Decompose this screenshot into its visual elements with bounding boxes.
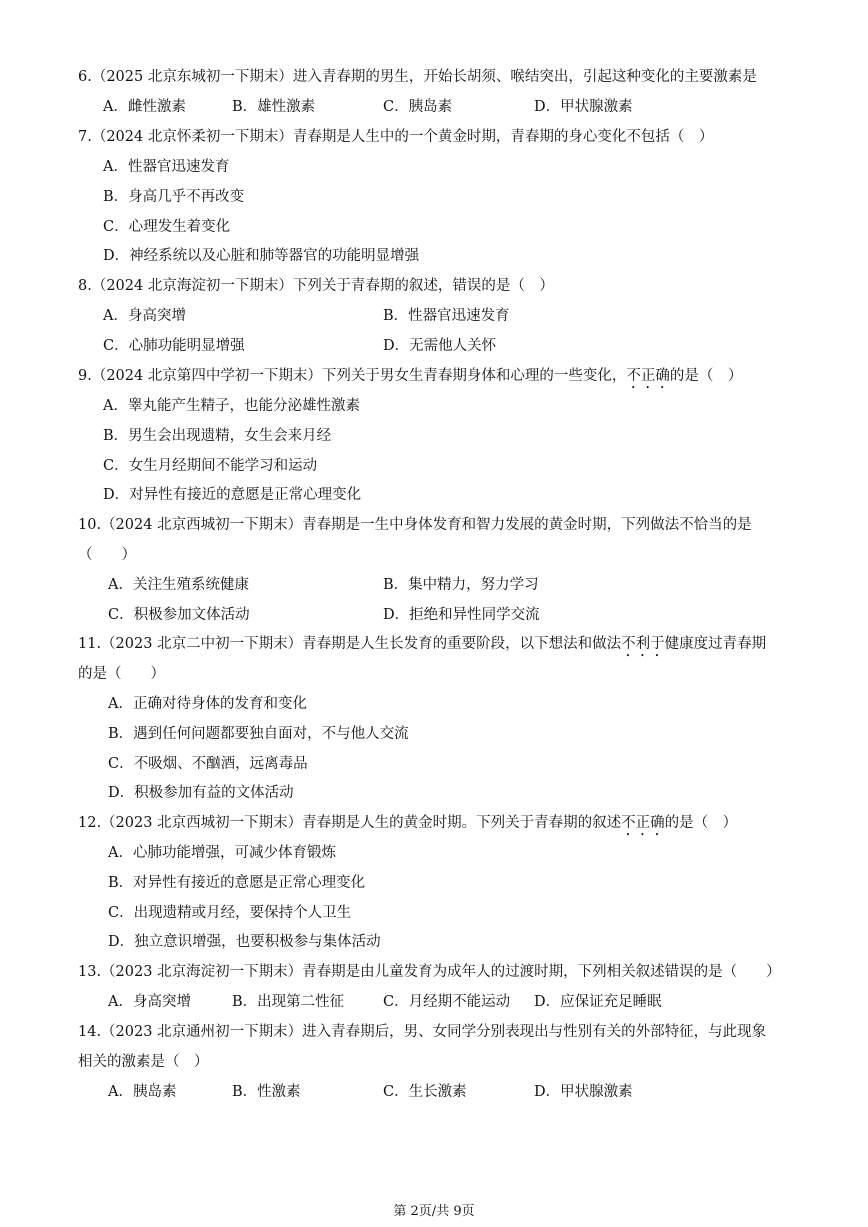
question-12-stem: 12.（2023 北京西城初一下期末）青春期是人生的黄金时期。下列关于青春期的叙述不正确的是（ ） (78, 815, 738, 831)
question-9-option-a: A．睾丸能产生精子，也能分泌雄性激素 (103, 398, 360, 414)
question-14-option-a: A．胰岛素 (108, 1084, 177, 1100)
question-10-option-b: B．集中精力，努力学习 (383, 577, 539, 593)
page-number: 第 2页/共 9页 (393, 1204, 475, 1219)
question-10-option-d: D．拒绝和异性同学交流 (383, 607, 540, 623)
question-12-option-b: B．对异性有接近的意愿是正常心理变化 (108, 875, 366, 891)
question-8-stem: 8.（2024 北京海淀初一下期末）下列关于青春期的叙述，错误的是（ ） (78, 278, 554, 294)
question-6-option-a: A．雌性激素 (103, 99, 186, 115)
emphasis-text: 不正确 (626, 368, 670, 384)
question-11-stem: 11.（2023 北京二中初一下期末）青春期是人生长发育的重要阶段，以下想法和做法不利于健康度过青春期 (78, 636, 767, 652)
question-9-stem: 9.（2024 北京第四中学初一下期末）下列关于男女生青春期身体和心理的一些变化，不正确的是（ ） (78, 368, 743, 384)
question-10-option-a: A．关注生殖系统健康 (108, 577, 249, 593)
question-9-option-b: B．男生会出现遗精，女生会来月经 (103, 428, 332, 444)
question-9-option-c: C．女生月经期间不能学习和运动 (103, 458, 318, 474)
question-12-option-c: C．出现遗精或月经，要保持个人卫生 (108, 905, 352, 921)
question-6-option-c: C．胰岛素 (383, 99, 453, 115)
question-11-option-d: D．积极参加有益的文体活动 (108, 785, 294, 801)
question-7-option-d: D．神经系统以及心脏和肺等器官的功能明显增强 (103, 248, 420, 264)
question-11-option-b: B．遇到任何问题都要独自面对，不与他人交流 (108, 726, 409, 742)
question-8-option-a: A．身高突增 (103, 308, 186, 324)
question-13-stem: 13.（2023 北京海淀初一下期末）青春期是由儿童发育为成年人的过渡时期，下列相关叙述错误的是（ ） (78, 964, 781, 980)
question-7-option-c: C．心理发生着变化 (103, 219, 231, 235)
question-11-stem-cont: 的是（ ） (78, 666, 165, 682)
question-7-option-a: A．性器官迅速发育 (103, 159, 230, 175)
question-14-option-b: B．性激素 (232, 1084, 301, 1100)
question-13-option-d: D．应保证充足睡眠 (534, 994, 662, 1010)
question-14-stem-cont: 相关的激素是（ ） (78, 1054, 209, 1070)
question-7-stem: 7.（2024 北京怀柔初一下期末）青春期是人生中的一个黄金时期，青春期的身心变化不包括（ ） (78, 129, 714, 145)
question-8-option-d: D．无需他人关怀 (383, 338, 497, 354)
question-10-stem-cont: （ ） (78, 547, 136, 563)
question-9-option-d: D．对异性有接近的意愿是正常心理变化 (103, 487, 362, 503)
question-14-option-c: C．生长激素 (383, 1084, 467, 1100)
question-10-option-c: C．积极参加文体活动 (108, 607, 250, 623)
question-11-option-a: A．正确对待身体的发育和变化 (108, 696, 307, 712)
emphasis-text: 不利于 (621, 636, 665, 652)
question-6-option-d: D．甲状腺激素 (534, 99, 633, 115)
question-13-option-c: C．月经期不能运动 (383, 994, 511, 1010)
question-12-option-d: D．独立意识增强，也要积极参与集体活动 (108, 934, 381, 950)
question-6-stem: 6.（2025 北京东城初一下期末）进入青春期的男生，开始长胡须、喉结突出，引起这种变化的主要激素是 (78, 69, 757, 85)
question-8-option-b: B．性器官迅速发育 (383, 308, 510, 324)
question-13-option-b: B．出现第二性征 (232, 994, 345, 1010)
question-8-option-c: C．心肺功能明显增强 (103, 338, 245, 354)
question-14-stem: 14.（2023 北京通州初一下期末）进入青春期后，男、女同学分别表现出与性别有关的外部特征，与此现象 (78, 1024, 767, 1040)
question-13-option-a: A．身高突增 (108, 994, 191, 1010)
question-10-stem: 10.（2024 北京西城初一下期末）青春期是一生中身体发育和智力发展的黄金时期，下列做法不恰当的是 (78, 517, 752, 533)
question-7-option-b: B．身高几乎不再改变 (103, 189, 245, 205)
question-14-option-d: D．甲状腺激素 (534, 1084, 633, 1100)
question-6-option-b: B．雄性激素 (232, 99, 316, 115)
question-11-option-c: C．不吸烟、不酗酒，远离毒品 (108, 756, 308, 772)
emphasis-text: 不正确 (621, 815, 665, 831)
question-12-option-a: A．心肺功能增强，可减少体育锻炼 (108, 845, 336, 861)
